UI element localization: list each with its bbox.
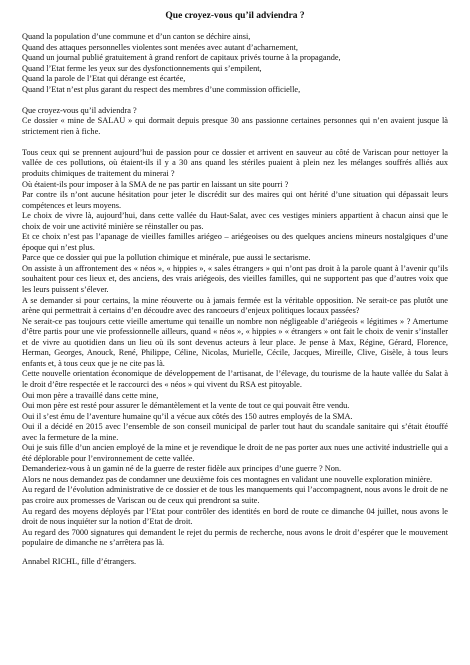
paragraph: Oui il a décidé en 2015 avec l’ensemble de son conseil municipal de parler tout haut du scandale sanitaire qui s’était étouffé avec la fermeture de la mine. xyxy=(22,422,448,442)
intro-line: Quand l’Etat n’est plus garant du respect des membres d’une commission officielle, xyxy=(22,84,301,94)
document-title: Que croyez-vous qu’il adviendra ? xyxy=(165,11,305,21)
paragraph: Au regard des 7000 signatures qui demandent le rejet du permis de recherche, nous avons le droit d’espérer que le mouvement populaire de dimanche ne s’arrêtera pas là. xyxy=(22,527,448,548)
question-line: Que croyez-vous qu’il adviendra ? xyxy=(22,105,137,115)
paragraph: Oui je suis fille d’un ancien employé de la mine et je revendique le droit de ne pas porter aux nues une activité industrielle qui a été déplorable pour l’environnement de cette vallée. xyxy=(22,443,448,463)
paragraph: On assiste à un affrontement des « néos », « hippies », « sales étrangers » qui n’ont pas droit à la parole quant à l’avenir qu’ils souhaitent pour ces lieux et, des anciens, des vrais ariégeois, des vieilles familles, qui ne supportent pas que d’autres voix que les leurs puissent s’élever. xyxy=(22,263,448,295)
paragraph: Par contre ils n’ont aucune hésitation pour jeter le discrédit sur des maires qui ont hérité d’une situation qui dépassait leurs compétences et leurs moyens. xyxy=(22,190,448,210)
intro-lines xyxy=(22,32,448,95)
paragraph: Et ce choix n’est pas l’apanage de vieilles familles ariégeo – ariégeoises ou des quelques anciens mineurs nostalgiques d’une époque qui n’est plus. xyxy=(22,232,448,252)
paragraph: Où étaient-ils pour imposer à la SMA de ne pas partir en laissant un site pourri ? xyxy=(22,179,289,189)
body-paragraphs xyxy=(22,148,448,549)
paragraph: Parce que ce dossier qui pue la pollution chimique et minérale, pue aussi le sectarisme. xyxy=(22,253,311,263)
paragraph: Cette nouvelle orientation économique de développement de l’artisanat, de l’élevage, du tourisme de la haute vallée du Salat à le droit d’être respectée et le raccourci des « néos » qui vivent du RSA est pitoyable. xyxy=(22,369,448,389)
paragraph: Au regard des moyens déployés par l’Etat pour contrôler des identités en bord de route ce dimanche 04 juillet, nous avons le droit de nous inquiéter sur la notion d’Etat de droit. xyxy=(22,506,448,527)
paragraph: Ne serait-ce pas toujours cette vieille amertume qui tenaille un nombre non négligeable d’ariégeois « légitimes » ? Amertume d’être partis pour une vie professionnelle ailleurs, quand « néos », « hippies » « étrangers » ont fait le choix de venir s’installer et de vivre au quotidien dans un lieu où ils sont devenus acteurs à leur place. Je pense à Max, Régine, Gérard, Florence, Herman, Georges, Anouck, René, Philippe, Céline, Nicolas, Murielle, Cécile, Jacques, Mireille, Clive, Gisèle, à tous leurs enfants et, à tous ceux que je ne cite pas là. xyxy=(22,316,448,368)
paragraph: Demanderiez-vous à un gamin né de la guerre de rester fidèle aux principes d’une guerre ? Non. xyxy=(22,464,342,474)
intro-line: Quand la population d’une commune et d’un canton se déchire ainsi, xyxy=(22,32,251,41)
salau-paragraph: Ce dossier « mine de SALAU » qui dormait depuis presque 30 ans passionne certaines personnes qui n’en avaient jusque là strictement rien à fiche. xyxy=(22,116,448,136)
intro-line: Quand des attaques personnelles violentes sont menées avec autant d’acharnement, xyxy=(22,42,299,52)
paragraph: Au regard de l’évolution administrative de ce dossier et de tous les manquements qui l’accompagnent, nous avons le droit de ne pas croire aux promesses de Variscan ou de ceux qui prendront sa suite. xyxy=(22,485,448,505)
paragraph: Le choix de vivre là, aujourd’hui, dans cette vallée du Haut-Salat, avec ces vestiges miniers appartient à chacun ainsi que le choix de voir une activité minière se réinstaller ou pas. xyxy=(22,211,448,231)
paragraph: Oui mon père est resté pour assurer le démantèlement et la vente de tout ce qui pouvait être vendu. xyxy=(22,401,350,411)
question-block xyxy=(22,106,448,138)
paragraph: Oui il s’est ému de l’aventure humaine qu’il a vécue aux côtés des 150 autres employés de la SMA. xyxy=(22,411,353,421)
paragraph: Alors ne nous demandez pas de condamner une deuxième fois ces montagnes en validant une nouvelle exploration minière. xyxy=(22,474,433,484)
intro-line: Quand l’Etat ferme les yeux sur des dysfonctionnements qui s’empilent, xyxy=(22,63,262,73)
paragraph: Oui mon père a travaillé dans cette mine, xyxy=(22,390,159,400)
paragraph: A se demander si pour certains, la mine réouverte ou à jamais fermée est la véritable opposition. Ne serait-ce pas plutôt une arène qui permettrait à certains d’en découdre avec des rancoeurs d’enjeux politiques locaux passées? xyxy=(22,295,448,316)
intro-line: Quand un journal publié gratuitement à grand renfort de capitaux privés tourne à la propagande, xyxy=(22,53,341,63)
signature: Annabel RICHL, fille d’étrangers. xyxy=(22,556,137,566)
intro-line: Quand la parole de l’Etat qui dérange est écartée, xyxy=(22,74,186,84)
paragraph: Tous ceux qui se prennent aujourd’hui de passion pour ce dossier et arrivent en sauveur au côté de Variscan pour nettoyer la vallée de ces pollutions, où étaient-ils il y a 30 ans quand les stériles puaient à plein nez les mélanges souffrés alliés aux produits chimiques de traitement du minerai ? xyxy=(22,147,448,179)
